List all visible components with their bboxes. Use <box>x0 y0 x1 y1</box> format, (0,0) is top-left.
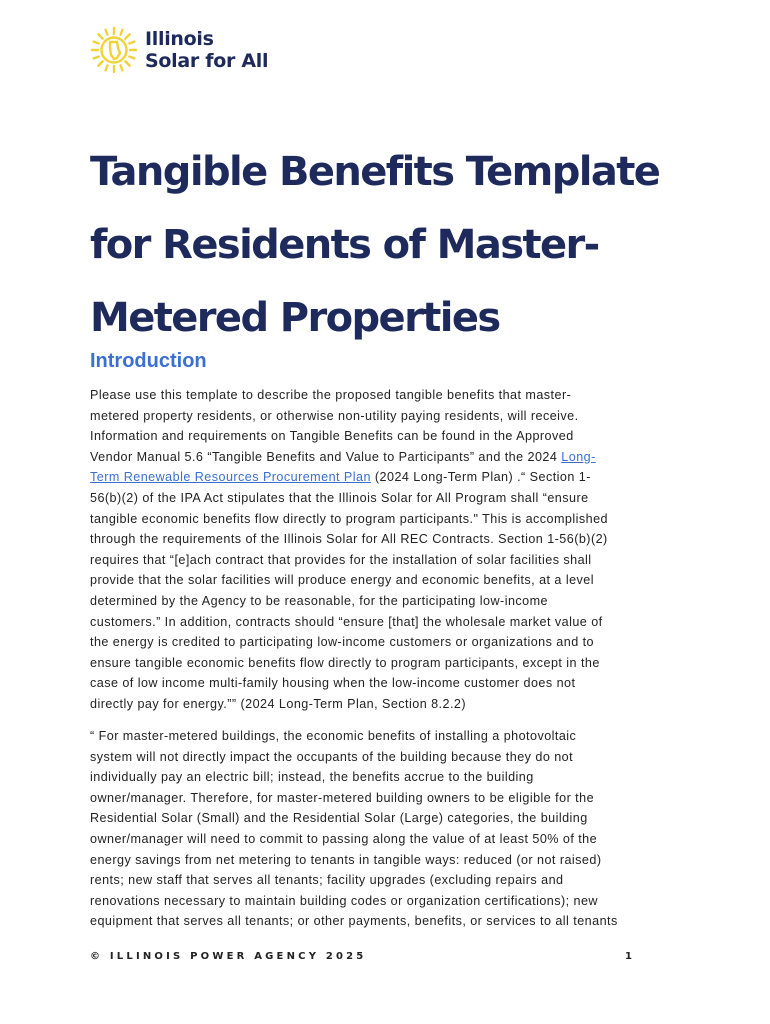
text-line: equipment that serves all tenants; or other payments, benefits, or services to all tenants <box>90 914 618 929</box>
text-fragment: Vendor Manual 5.6 “Tangible Benefits and Value to Participants” and the 2024 <box>90 449 562 464</box>
text-line: ensure tangible economic benefits flow directly to program participants, except in the <box>90 655 600 670</box>
text-line: owner/manager will need to commit to passing along the value of at least 50% of the <box>90 831 598 846</box>
text-line: energy savings from net metering to tenants in tangible ways: reduced (or not raised) <box>90 852 602 867</box>
text-line: system will not directly impact the occupants of the building because they do not <box>90 749 574 764</box>
text-line <box>90 467 690 488</box>
text-line: provide that the solar facilities will produce energy and economic benefits, at a level <box>90 573 594 588</box>
introduction-paragraph-1 <box>90 385 690 715</box>
text-line: 56(b)(2) of the IPA Act stipulates that the Illinois Solar for All Program shall “ensure <box>90 490 589 505</box>
footer-copyright: © ILLINOIS POWER AGENCY 2025 <box>90 951 367 962</box>
document-title <box>90 136 730 355</box>
text-line: case of low income multi-family housing when the low-income customer does not <box>90 676 576 691</box>
illinois-solar-for-all-logo <box>90 26 268 74</box>
text-line: owner/manager. Therefore, for master-metered building owners to be eligible for the <box>90 790 595 805</box>
text-line: Please use this template to describe the proposed tangible benefits that master- <box>90 388 572 402</box>
text-line: customers.” In addition, contracts should “ensure [that] the wholesale market value of <box>90 614 603 629</box>
long-term-plan-link-part-2[interactable]: Term Renewable Resources Procurement Plan <box>90 470 371 485</box>
text-line: individually pay an electric bill; instead, the benefits accrue to the building <box>90 770 534 785</box>
logo-line-2: Solar for All <box>145 50 269 72</box>
logo-line-1: Illinois <box>145 28 214 50</box>
page-number: 1 <box>625 951 632 962</box>
text-line: determined by the Agency to be reasonable, for the participating low-income <box>90 593 548 608</box>
title-line-2: for Residents of Master- <box>90 222 599 268</box>
text-line: metered property residents, or otherwise non-utility paying residents, will receive. <box>90 408 579 423</box>
long-term-plan-link-part-1[interactable]: Long- <box>561 449 596 464</box>
text-line: Residential Solar (Small) and the Residential Solar (Large) categories, the building <box>90 811 588 826</box>
introduction-heading: Introduction <box>90 350 207 372</box>
text-line: Information and requirements on Tangible Benefits can be found in the Approved <box>90 429 574 444</box>
title-line-3: Metered Properties <box>90 295 500 341</box>
logo-wordmark <box>145 28 268 72</box>
text-line <box>90 447 690 468</box>
text-line: directly pay for energy.”” (2024 Long-Term Plan, Section 8.2.2) <box>90 696 467 711</box>
title-line-1: Tangible Benefits Template <box>90 149 660 195</box>
text-line: through the requirements of the Illinois Solar for All REC Contracts. Section 1-56(b)(2) <box>90 532 608 547</box>
text-line: “ For master-metered buildings, the economic benefits of installing a photovoltaic <box>90 729 577 743</box>
text-line: rents; new staff that serves all tenants; facility upgrades (excluding repairs and <box>90 873 564 888</box>
text-line: requires that “[e]ach contract that provides for the installation of solar facilities shall <box>90 552 592 567</box>
introduction-paragraph-2 <box>90 726 690 932</box>
text-line: tangible economic benefits flow directly to program participants." This is accomplished <box>90 511 608 526</box>
text-line: the energy is credited to participating low-income customers or organizations and to <box>90 635 595 650</box>
illinois-sun-icon <box>90 26 138 74</box>
text-fragment: (2024 Long-Term Plan) .“ Section 1- <box>370 470 591 485</box>
text-line: renovations necessary to maintain building codes or organization certifications); new <box>90 893 598 908</box>
